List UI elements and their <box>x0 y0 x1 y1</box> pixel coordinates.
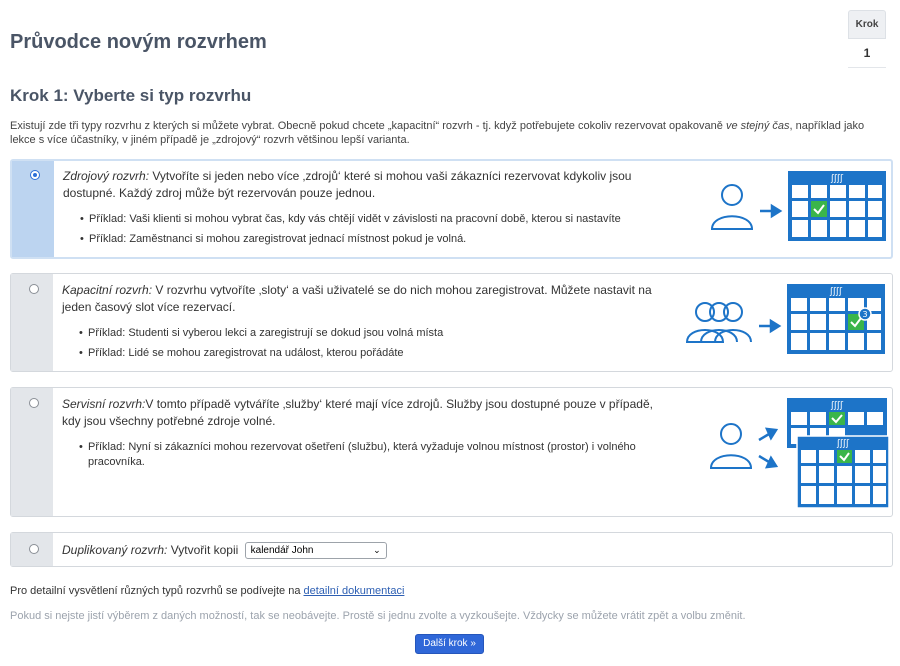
count-badge: 3 <box>862 310 868 319</box>
example-list <box>80 212 663 247</box>
example-item: • Příklad: Lidé se mohou zaregistrovat na událost, kterou pořádáte <box>79 346 662 361</box>
option-text <box>62 282 662 366</box>
calendar-icon <box>788 171 886 241</box>
help-note: Pokud si nejste jistí výběrem z daných možností, tak se neobávejte. Prostě si jednu zvolte a vyzkoušejte. Vždycky se můžete vrátit zpět a volbu změnit. <box>10 610 746 622</box>
documentation-link[interactable]: detailní dokumentaci <box>303 585 405 597</box>
intro-part: , například jako lekce s více účastníky, v jiném případě je „zdrojový“ rozvrh většinou lepší varianta. <box>10 120 865 146</box>
example-item: • Příklad: Vaši klienti si mohou vybrat čas, kdy vás chtějí vidět v závislosti na pracovní době, kterou si nastavíte <box>80 212 663 227</box>
check-icon <box>829 412 845 425</box>
service-schedule-illustration <box>701 396 891 510</box>
radio-duplicate-schedule[interactable] <box>29 544 39 554</box>
option-duplicate-schedule[interactable] <box>10 532 893 567</box>
person-icon <box>711 424 751 468</box>
calendar-icon <box>787 284 885 354</box>
check-icon <box>837 450 852 463</box>
option-desc: V tomto případě vytváříte ‚služby‘ které mají více zdrojů. Služby jsou dostupné pouze v případě, kdy jsou všechny potřebné zdroje volné. <box>62 397 653 428</box>
svg-text:ʃʃʃʃ: ʃʃʃʃ <box>830 401 844 411</box>
example-item: • Příklad: Studenti si vyberou lekci a zaregistrují se dokud jsou volná místa <box>79 326 662 341</box>
chevron-down-icon: ⌄ <box>373 545 381 556</box>
option-name: Duplikovaný rozvrh: <box>62 543 168 557</box>
radio-resource-schedule[interactable] <box>30 170 40 180</box>
option-text <box>62 542 762 559</box>
option-resource-schedule[interactable] <box>10 159 893 259</box>
svg-text:ʃʃʃʃ: ʃʃʃʃ <box>829 287 843 297</box>
option-service-schedule[interactable] <box>10 387 893 517</box>
step-heading: Krok 1: Vyberte si typ rozvrhu <box>10 86 252 105</box>
resource-schedule-illustration <box>702 167 892 247</box>
radio-service-schedule[interactable] <box>29 398 39 408</box>
documentation-line <box>10 585 404 597</box>
option-capacity-schedule[interactable] <box>10 273 893 372</box>
arrow-right-icon <box>759 321 779 331</box>
check-icon <box>811 201 827 217</box>
example-list <box>79 440 662 470</box>
intro-part: Existují zde tři typy rozvrhu z kterých si můžete vybrat. Obecně pokud chcete „kapacitní“ rozvrh - tj. když potřebujete cokoliv rezervovat opakovaně <box>10 120 726 132</box>
schedule-select[interactable] <box>245 542 387 559</box>
documentation-text: Pro detailní vysvětlení různých typů rozvrhů se podívejte na <box>10 585 304 597</box>
arrow-down-right-icon <box>759 456 776 467</box>
intro-text <box>10 119 890 147</box>
capacity-schedule-illustration <box>679 282 891 362</box>
example-item: • Příklad: Zaměstnanci si mohou zaregistrovat jednací místnost pokud je volná. <box>80 232 663 247</box>
option-name: Kapacitní rozvrh: <box>62 283 153 297</box>
option-name: Zdrojový rozvrh: <box>63 169 150 183</box>
step-label: Krok <box>848 10 886 39</box>
example-item: • Příklad: Nyní si zákazníci mohou rezervovat ošetření (službu), která vyžaduje volnou místnost (prostor) i volného pracovníka. <box>79 440 662 470</box>
calendar-icon <box>797 436 889 508</box>
arrow-right-icon <box>760 206 780 216</box>
step-number: 1 <box>848 39 886 68</box>
svg-text:ʃʃʃʃ: ʃʃʃʃ <box>836 439 850 449</box>
step-indicator <box>848 10 886 68</box>
page-title: Průvodce novým rozvrhem <box>10 31 267 53</box>
intro-emphasis: ve stejný čas <box>725 120 790 132</box>
schedule-select-value: kalendář John <box>250 545 314 557</box>
group-icon <box>687 303 751 342</box>
option-desc: Vytvořit kopii <box>167 543 239 557</box>
arrow-up-right-icon <box>759 429 776 440</box>
example-list <box>79 326 662 361</box>
svg-text:ʃʃʃʃ: ʃʃʃʃ <box>830 174 844 184</box>
next-step-button[interactable]: Další krok » <box>415 634 484 654</box>
radio-capacity-schedule[interactable] <box>29 284 39 294</box>
option-text <box>62 396 662 475</box>
option-desc: Vytvoříte si jeden nebo více ‚zdrojů‘ které si mohou vaši zákazníci rezervovat kdykoliv jsou dostupné. Každý zdroj může být rezervován pouze jednou. <box>63 169 632 200</box>
person-icon <box>712 185 752 229</box>
option-name: Servisní rozvrh: <box>62 397 146 411</box>
option-text <box>63 168 663 252</box>
option-desc: V rozvrhu vytvoříte ‚sloty‘ a vaši uživatelé se do nich mohou zaregistrovat. Můžete nastavit na jeden časový slot více rezervací. <box>62 283 652 314</box>
